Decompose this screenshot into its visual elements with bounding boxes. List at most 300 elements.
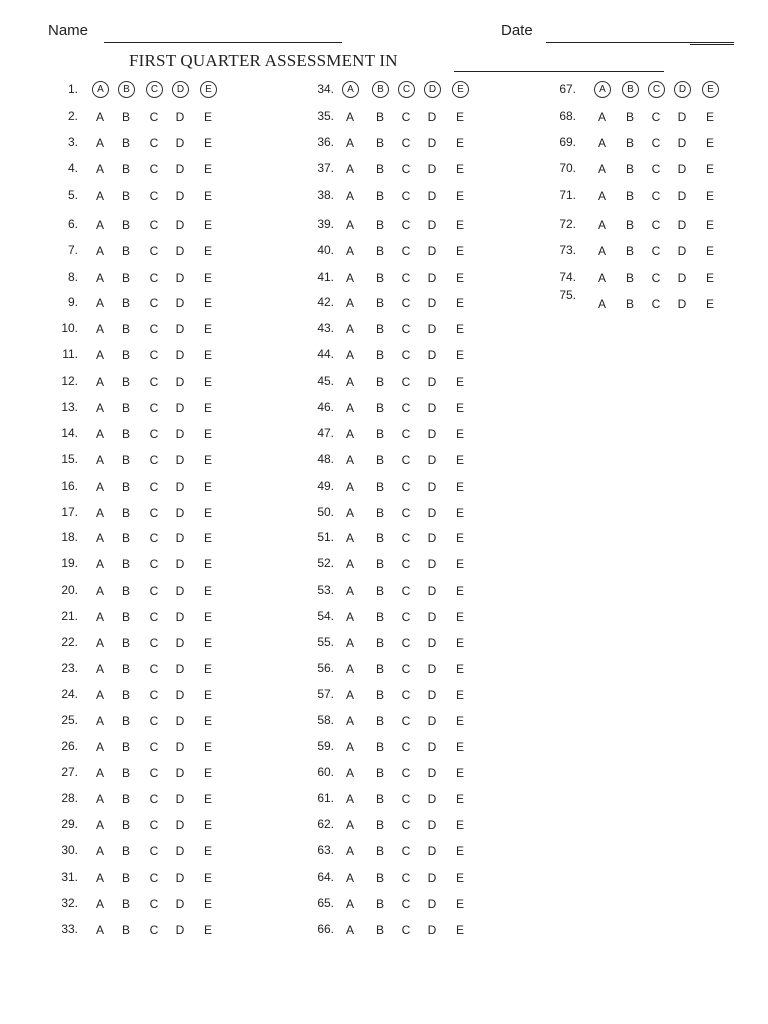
answer-bubble-a[interactable]: A bbox=[345, 740, 354, 754]
answer-bubble-e[interactable]: E bbox=[203, 636, 212, 650]
answer-bubble-a[interactable]: A bbox=[95, 923, 104, 937]
answer-bubble-e[interactable]: E bbox=[203, 714, 212, 728]
answer-bubble-b[interactable]: B bbox=[625, 189, 634, 203]
answer-bubble-b[interactable]: B bbox=[625, 297, 634, 311]
answer-bubble-e[interactable]: E bbox=[203, 110, 212, 124]
answer-bubble-d[interactable]: D bbox=[677, 136, 687, 150]
answer-bubble-a[interactable]: A bbox=[95, 480, 104, 494]
answer-bubble-e[interactable]: E bbox=[455, 296, 464, 310]
answer-bubble-b[interactable]: B bbox=[121, 322, 130, 336]
answer-bubble-b[interactable]: B bbox=[625, 218, 634, 232]
answer-bubble-c[interactable]: C bbox=[401, 844, 411, 858]
answer-bubble-d[interactable]: D bbox=[175, 818, 185, 832]
answer-bubble-d[interactable]: D bbox=[427, 348, 437, 362]
answer-bubble-a[interactable]: A bbox=[95, 636, 104, 650]
answer-bubble-d[interactable]: D bbox=[427, 792, 437, 806]
answer-bubble-d[interactable]: D bbox=[427, 923, 437, 937]
answer-bubble-c[interactable]: C bbox=[401, 480, 411, 494]
answer-bubble-b[interactable]: B bbox=[375, 162, 384, 176]
answer-bubble-c[interactable]: C bbox=[149, 636, 159, 650]
answer-bubble-c[interactable]: C bbox=[401, 636, 411, 650]
answer-bubble-d[interactable]: D bbox=[427, 322, 437, 336]
answer-bubble-e[interactable]: E bbox=[455, 557, 464, 571]
answer-bubble-c[interactable]: C bbox=[401, 322, 411, 336]
answer-bubble-d[interactable]: D bbox=[427, 453, 437, 467]
answer-bubble-a[interactable]: A bbox=[345, 818, 354, 832]
answer-bubble-e[interactable]: E bbox=[455, 375, 464, 389]
answer-bubble-b[interactable]: B bbox=[121, 792, 130, 806]
answer-bubble-c[interactable]: C bbox=[146, 81, 163, 98]
answer-bubble-c[interactable]: C bbox=[401, 897, 411, 911]
answer-bubble-e[interactable]: E bbox=[455, 818, 464, 832]
answer-bubble-b[interactable]: B bbox=[121, 818, 130, 832]
answer-bubble-a[interactable]: A bbox=[345, 162, 354, 176]
answer-bubble-a[interactable]: A bbox=[95, 453, 104, 467]
answer-bubble-b[interactable]: B bbox=[375, 662, 384, 676]
answer-bubble-d[interactable]: D bbox=[427, 766, 437, 780]
answer-bubble-a[interactable]: A bbox=[597, 271, 606, 285]
answer-bubble-c[interactable]: C bbox=[401, 740, 411, 754]
answer-bubble-c[interactable]: C bbox=[149, 844, 159, 858]
answer-bubble-d[interactable]: D bbox=[175, 766, 185, 780]
answer-bubble-c[interactable]: C bbox=[149, 897, 159, 911]
answer-bubble-b[interactable]: B bbox=[121, 296, 130, 310]
answer-bubble-c[interactable]: C bbox=[401, 688, 411, 702]
answer-bubble-e[interactable]: E bbox=[203, 766, 212, 780]
answer-bubble-a[interactable]: A bbox=[95, 162, 104, 176]
answer-bubble-c[interactable]: C bbox=[149, 871, 159, 885]
answer-bubble-e[interactable]: E bbox=[203, 584, 212, 598]
answer-bubble-b[interactable]: B bbox=[375, 688, 384, 702]
answer-bubble-e[interactable]: E bbox=[203, 218, 212, 232]
answer-bubble-b[interactable]: B bbox=[625, 244, 634, 258]
answer-bubble-b[interactable]: B bbox=[375, 427, 384, 441]
answer-bubble-a[interactable]: A bbox=[345, 871, 354, 885]
answer-bubble-c[interactable]: C bbox=[401, 296, 411, 310]
answer-bubble-b[interactable]: B bbox=[121, 766, 130, 780]
answer-bubble-b[interactable]: B bbox=[375, 714, 384, 728]
answer-bubble-e[interactable]: E bbox=[455, 792, 464, 806]
answer-bubble-e[interactable]: E bbox=[203, 348, 212, 362]
answer-bubble-c[interactable]: C bbox=[149, 688, 159, 702]
answer-bubble-c[interactable]: C bbox=[651, 136, 661, 150]
answer-bubble-b[interactable]: B bbox=[375, 792, 384, 806]
answer-bubble-a[interactable]: A bbox=[345, 844, 354, 858]
answer-bubble-e[interactable]: E bbox=[203, 453, 212, 467]
answer-bubble-b[interactable]: B bbox=[375, 296, 384, 310]
answer-bubble-a[interactable]: A bbox=[92, 81, 109, 98]
answer-bubble-a[interactable]: A bbox=[95, 271, 104, 285]
answer-bubble-b[interactable]: B bbox=[121, 688, 130, 702]
answer-bubble-c[interactable]: C bbox=[648, 81, 665, 98]
answer-bubble-a[interactable]: A bbox=[345, 189, 354, 203]
answer-bubble-b[interactable]: B bbox=[375, 584, 384, 598]
answer-bubble-b[interactable]: B bbox=[375, 271, 384, 285]
answer-bubble-a[interactable]: A bbox=[345, 714, 354, 728]
answer-bubble-e[interactable]: E bbox=[455, 110, 464, 124]
answer-bubble-e[interactable]: E bbox=[455, 610, 464, 624]
answer-bubble-a[interactable]: A bbox=[95, 296, 104, 310]
answer-bubble-e[interactable]: E bbox=[203, 688, 212, 702]
answer-bubble-a[interactable]: A bbox=[597, 189, 606, 203]
answer-bubble-a[interactable]: A bbox=[345, 923, 354, 937]
answer-bubble-c[interactable]: C bbox=[149, 792, 159, 806]
answer-bubble-c[interactable]: C bbox=[149, 480, 159, 494]
answer-bubble-e[interactable]: E bbox=[203, 162, 212, 176]
answer-bubble-a[interactable]: A bbox=[95, 766, 104, 780]
answer-bubble-e[interactable]: E bbox=[705, 218, 714, 232]
answer-bubble-e[interactable]: E bbox=[705, 189, 714, 203]
answer-bubble-a[interactable]: A bbox=[597, 218, 606, 232]
answer-bubble-e[interactable]: E bbox=[455, 897, 464, 911]
answer-bubble-d[interactable]: D bbox=[427, 271, 437, 285]
answer-bubble-e[interactable]: E bbox=[455, 844, 464, 858]
answer-bubble-d[interactable]: D bbox=[427, 244, 437, 258]
answer-bubble-e[interactable]: E bbox=[455, 271, 464, 285]
answer-bubble-d[interactable]: D bbox=[427, 688, 437, 702]
answer-bubble-a[interactable]: A bbox=[95, 792, 104, 806]
answer-bubble-c[interactable]: C bbox=[149, 557, 159, 571]
answer-bubble-c[interactable]: C bbox=[149, 162, 159, 176]
answer-bubble-c[interactable]: C bbox=[651, 297, 661, 311]
answer-bubble-b[interactable]: B bbox=[375, 610, 384, 624]
answer-bubble-c[interactable]: C bbox=[401, 271, 411, 285]
answer-bubble-a[interactable]: A bbox=[95, 244, 104, 258]
answer-bubble-c[interactable]: C bbox=[401, 531, 411, 545]
answer-bubble-e[interactable]: E bbox=[203, 557, 212, 571]
answer-bubble-c[interactable]: C bbox=[401, 610, 411, 624]
answer-bubble-a[interactable]: A bbox=[95, 844, 104, 858]
answer-bubble-a[interactable]: A bbox=[345, 296, 354, 310]
answer-bubble-d[interactable]: D bbox=[427, 375, 437, 389]
answer-bubble-b[interactable]: B bbox=[121, 110, 130, 124]
answer-bubble-c[interactable]: C bbox=[401, 375, 411, 389]
answer-bubble-e[interactable]: E bbox=[455, 322, 464, 336]
answer-bubble-d[interactable]: D bbox=[175, 162, 185, 176]
answer-bubble-c[interactable]: C bbox=[651, 110, 661, 124]
answer-bubble-e[interactable]: E bbox=[203, 322, 212, 336]
answer-bubble-a[interactable]: A bbox=[95, 688, 104, 702]
answer-bubble-a[interactable]: A bbox=[95, 818, 104, 832]
answer-bubble-d[interactable]: D bbox=[427, 714, 437, 728]
answer-bubble-e[interactable]: E bbox=[455, 348, 464, 362]
answer-bubble-e[interactable]: E bbox=[203, 427, 212, 441]
answer-bubble-c[interactable]: C bbox=[401, 189, 411, 203]
answer-bubble-e[interactable]: E bbox=[455, 636, 464, 650]
subject-field-line[interactable] bbox=[454, 71, 664, 72]
answer-bubble-e[interactable]: E bbox=[455, 531, 464, 545]
answer-bubble-e[interactable]: E bbox=[203, 740, 212, 754]
answer-bubble-a[interactable]: A bbox=[597, 110, 606, 124]
answer-bubble-d[interactable]: D bbox=[175, 844, 185, 858]
answer-bubble-c[interactable]: C bbox=[401, 401, 411, 415]
answer-bubble-d[interactable]: D bbox=[427, 584, 437, 598]
answer-bubble-d[interactable]: D bbox=[427, 818, 437, 832]
answer-bubble-b[interactable]: B bbox=[625, 136, 634, 150]
answer-bubble-d[interactable]: D bbox=[175, 136, 185, 150]
answer-bubble-e[interactable]: E bbox=[203, 296, 212, 310]
answer-bubble-c[interactable]: C bbox=[149, 244, 159, 258]
answer-bubble-e[interactable]: E bbox=[455, 401, 464, 415]
answer-bubble-a[interactable]: A bbox=[95, 714, 104, 728]
answer-bubble-e[interactable]: E bbox=[203, 244, 212, 258]
answer-bubble-e[interactable]: E bbox=[203, 818, 212, 832]
answer-bubble-b[interactable]: B bbox=[121, 610, 130, 624]
answer-bubble-b[interactable]: B bbox=[121, 348, 130, 362]
answer-bubble-c[interactable]: C bbox=[401, 766, 411, 780]
answer-bubble-e[interactable]: E bbox=[455, 427, 464, 441]
answer-bubble-e[interactable]: E bbox=[200, 81, 217, 98]
answer-bubble-c[interactable]: C bbox=[149, 322, 159, 336]
answer-bubble-e[interactable]: E bbox=[203, 506, 212, 520]
answer-bubble-c[interactable]: C bbox=[149, 348, 159, 362]
answer-bubble-a[interactable]: A bbox=[95, 584, 104, 598]
answer-bubble-b[interactable]: B bbox=[121, 189, 130, 203]
answer-bubble-c[interactable]: C bbox=[401, 871, 411, 885]
answer-bubble-c[interactable]: C bbox=[149, 271, 159, 285]
answer-bubble-c[interactable]: C bbox=[149, 714, 159, 728]
answer-bubble-d[interactable]: D bbox=[427, 662, 437, 676]
answer-bubble-b[interactable]: B bbox=[121, 218, 130, 232]
answer-bubble-d[interactable]: D bbox=[175, 271, 185, 285]
answer-bubble-b[interactable]: B bbox=[121, 244, 130, 258]
answer-bubble-d[interactable]: D bbox=[175, 792, 185, 806]
answer-bubble-d[interactable]: D bbox=[175, 189, 185, 203]
answer-bubble-b[interactable]: B bbox=[375, 818, 384, 832]
answer-bubble-a[interactable]: A bbox=[95, 322, 104, 336]
answer-bubble-c[interactable]: C bbox=[401, 792, 411, 806]
answer-bubble-b[interactable]: B bbox=[121, 401, 130, 415]
answer-bubble-e[interactable]: E bbox=[455, 584, 464, 598]
answer-bubble-e[interactable]: E bbox=[455, 506, 464, 520]
answer-bubble-c[interactable]: C bbox=[401, 453, 411, 467]
answer-bubble-c[interactable]: C bbox=[401, 584, 411, 598]
answer-bubble-b[interactable]: B bbox=[375, 218, 384, 232]
answer-bubble-c[interactable]: C bbox=[149, 506, 159, 520]
answer-bubble-c[interactable]: C bbox=[401, 557, 411, 571]
answer-bubble-a[interactable]: A bbox=[95, 136, 104, 150]
answer-bubble-e[interactable]: E bbox=[455, 162, 464, 176]
answer-bubble-b[interactable]: B bbox=[375, 348, 384, 362]
answer-bubble-a[interactable]: A bbox=[345, 453, 354, 467]
answer-bubble-d[interactable]: D bbox=[427, 480, 437, 494]
answer-bubble-c[interactable]: C bbox=[149, 766, 159, 780]
answer-bubble-e[interactable]: E bbox=[203, 531, 212, 545]
answer-bubble-a[interactable]: A bbox=[345, 218, 354, 232]
answer-bubble-c[interactable]: C bbox=[398, 81, 415, 98]
answer-bubble-b[interactable]: B bbox=[121, 271, 130, 285]
answer-bubble-a[interactable]: A bbox=[597, 297, 606, 311]
answer-bubble-a[interactable]: A bbox=[345, 766, 354, 780]
answer-bubble-e[interactable]: E bbox=[203, 401, 212, 415]
answer-bubble-b[interactable]: B bbox=[121, 506, 130, 520]
answer-bubble-b[interactable]: B bbox=[375, 480, 384, 494]
answer-bubble-b[interactable]: B bbox=[375, 401, 384, 415]
answer-bubble-a[interactable]: A bbox=[345, 662, 354, 676]
answer-bubble-d[interactable]: D bbox=[677, 244, 687, 258]
answer-bubble-b[interactable]: B bbox=[121, 740, 130, 754]
answer-bubble-a[interactable]: A bbox=[597, 136, 606, 150]
answer-bubble-c[interactable]: C bbox=[401, 662, 411, 676]
answer-bubble-b[interactable]: B bbox=[625, 110, 634, 124]
answer-bubble-d[interactable]: D bbox=[175, 871, 185, 885]
answer-bubble-b[interactable]: B bbox=[121, 531, 130, 545]
answer-bubble-c[interactable]: C bbox=[651, 189, 661, 203]
answer-bubble-d[interactable]: D bbox=[427, 636, 437, 650]
answer-bubble-b[interactable]: B bbox=[375, 375, 384, 389]
answer-bubble-d[interactable]: D bbox=[175, 296, 185, 310]
answer-bubble-b[interactable]: B bbox=[625, 162, 634, 176]
answer-bubble-b[interactable]: B bbox=[375, 740, 384, 754]
answer-bubble-d[interactable]: D bbox=[175, 688, 185, 702]
answer-bubble-e[interactable]: E bbox=[203, 844, 212, 858]
answer-bubble-d[interactable]: D bbox=[175, 110, 185, 124]
answer-bubble-d[interactable]: D bbox=[175, 584, 185, 598]
answer-bubble-a[interactable]: A bbox=[95, 662, 104, 676]
answer-bubble-d[interactable]: D bbox=[172, 81, 189, 98]
answer-bubble-c[interactable]: C bbox=[401, 506, 411, 520]
name-field-line[interactable] bbox=[104, 42, 342, 43]
answer-bubble-b[interactable]: B bbox=[375, 244, 384, 258]
answer-bubble-b[interactable]: B bbox=[375, 110, 384, 124]
answer-bubble-e[interactable]: E bbox=[705, 136, 714, 150]
answer-bubble-a[interactable]: A bbox=[95, 610, 104, 624]
answer-bubble-b[interactable]: B bbox=[121, 871, 130, 885]
answer-bubble-b[interactable]: B bbox=[121, 136, 130, 150]
answer-bubble-b[interactable]: B bbox=[375, 136, 384, 150]
answer-bubble-a[interactable]: A bbox=[594, 81, 611, 98]
answer-bubble-e[interactable]: E bbox=[455, 136, 464, 150]
answer-bubble-d[interactable]: D bbox=[427, 531, 437, 545]
answer-bubble-d[interactable]: D bbox=[674, 81, 691, 98]
answer-bubble-d[interactable]: D bbox=[175, 427, 185, 441]
answer-bubble-c[interactable]: C bbox=[149, 296, 159, 310]
answer-bubble-e[interactable]: E bbox=[203, 897, 212, 911]
answer-bubble-c[interactable]: C bbox=[651, 244, 661, 258]
answer-bubble-e[interactable]: E bbox=[203, 871, 212, 885]
answer-bubble-e[interactable]: E bbox=[455, 189, 464, 203]
answer-bubble-d[interactable]: D bbox=[175, 897, 185, 911]
answer-bubble-a[interactable]: A bbox=[95, 218, 104, 232]
answer-bubble-c[interactable]: C bbox=[401, 136, 411, 150]
answer-bubble-c[interactable]: C bbox=[401, 923, 411, 937]
answer-bubble-b[interactable]: B bbox=[121, 375, 130, 389]
answer-bubble-a[interactable]: A bbox=[345, 136, 354, 150]
answer-bubble-b[interactable]: B bbox=[375, 636, 384, 650]
answer-bubble-e[interactable]: E bbox=[203, 480, 212, 494]
answer-bubble-c[interactable]: C bbox=[149, 136, 159, 150]
answer-bubble-a[interactable]: A bbox=[345, 610, 354, 624]
answer-bubble-c[interactable]: C bbox=[401, 218, 411, 232]
answer-bubble-e[interactable]: E bbox=[203, 792, 212, 806]
answer-bubble-e[interactable]: E bbox=[455, 688, 464, 702]
answer-bubble-c[interactable]: C bbox=[149, 923, 159, 937]
answer-bubble-a[interactable]: A bbox=[95, 110, 104, 124]
answer-bubble-d[interactable]: D bbox=[175, 740, 185, 754]
answer-bubble-e[interactable]: E bbox=[203, 189, 212, 203]
answer-bubble-a[interactable]: A bbox=[345, 375, 354, 389]
answer-bubble-e[interactable]: E bbox=[203, 375, 212, 389]
answer-bubble-d[interactable]: D bbox=[424, 81, 441, 98]
answer-bubble-d[interactable]: D bbox=[427, 162, 437, 176]
answer-bubble-d[interactable]: D bbox=[427, 296, 437, 310]
answer-bubble-a[interactable]: A bbox=[345, 897, 354, 911]
answer-bubble-c[interactable]: C bbox=[651, 162, 661, 176]
answer-bubble-d[interactable]: D bbox=[427, 506, 437, 520]
answer-bubble-a[interactable]: A bbox=[95, 531, 104, 545]
answer-bubble-e[interactable]: E bbox=[702, 81, 719, 98]
answer-bubble-c[interactable]: C bbox=[149, 610, 159, 624]
answer-bubble-c[interactable]: C bbox=[651, 218, 661, 232]
answer-bubble-a[interactable]: A bbox=[345, 271, 354, 285]
answer-bubble-a[interactable]: A bbox=[345, 531, 354, 545]
answer-bubble-e[interactable]: E bbox=[455, 766, 464, 780]
answer-bubble-e[interactable]: E bbox=[455, 244, 464, 258]
answer-bubble-e[interactable]: E bbox=[455, 453, 464, 467]
answer-bubble-b[interactable]: B bbox=[375, 506, 384, 520]
answer-bubble-c[interactable]: C bbox=[401, 427, 411, 441]
answer-bubble-b[interactable]: B bbox=[121, 897, 130, 911]
answer-bubble-b[interactable]: B bbox=[121, 662, 130, 676]
answer-bubble-d[interactable]: D bbox=[175, 401, 185, 415]
answer-bubble-b[interactable]: B bbox=[121, 636, 130, 650]
answer-bubble-a[interactable]: A bbox=[95, 375, 104, 389]
answer-bubble-a[interactable]: A bbox=[345, 401, 354, 415]
answer-bubble-d[interactable]: D bbox=[175, 714, 185, 728]
answer-bubble-c[interactable]: C bbox=[401, 714, 411, 728]
answer-bubble-a[interactable]: A bbox=[345, 480, 354, 494]
answer-bubble-e[interactable]: E bbox=[455, 662, 464, 676]
answer-bubble-d[interactable]: D bbox=[175, 662, 185, 676]
date-field-line[interactable] bbox=[546, 42, 734, 43]
answer-bubble-d[interactable]: D bbox=[175, 923, 185, 937]
answer-bubble-d[interactable]: D bbox=[175, 375, 185, 389]
answer-bubble-b[interactable]: B bbox=[375, 531, 384, 545]
answer-bubble-a[interactable]: A bbox=[345, 688, 354, 702]
answer-bubble-b[interactable]: B bbox=[375, 871, 384, 885]
answer-bubble-d[interactable]: D bbox=[677, 110, 687, 124]
answer-bubble-c[interactable]: C bbox=[149, 110, 159, 124]
answer-bubble-e[interactable]: E bbox=[705, 271, 714, 285]
answer-bubble-a[interactable]: A bbox=[345, 348, 354, 362]
answer-bubble-d[interactable]: D bbox=[175, 244, 185, 258]
answer-bubble-d[interactable]: D bbox=[677, 162, 687, 176]
answer-bubble-a[interactable]: A bbox=[597, 162, 606, 176]
answer-bubble-e[interactable]: E bbox=[203, 610, 212, 624]
answer-bubble-c[interactable]: C bbox=[149, 818, 159, 832]
answer-bubble-e[interactable]: E bbox=[455, 714, 464, 728]
answer-bubble-b[interactable]: B bbox=[622, 81, 639, 98]
answer-bubble-d[interactable]: D bbox=[427, 136, 437, 150]
answer-bubble-e[interactable]: E bbox=[452, 81, 469, 98]
answer-bubble-d[interactable]: D bbox=[175, 531, 185, 545]
answer-bubble-a[interactable]: A bbox=[345, 244, 354, 258]
answer-bubble-b[interactable]: B bbox=[375, 557, 384, 571]
answer-bubble-b[interactable]: B bbox=[375, 923, 384, 937]
answer-bubble-c[interactable]: C bbox=[401, 162, 411, 176]
answer-bubble-e[interactable]: E bbox=[203, 271, 212, 285]
answer-bubble-c[interactable]: C bbox=[401, 818, 411, 832]
answer-bubble-e[interactable]: E bbox=[455, 740, 464, 754]
answer-bubble-d[interactable]: D bbox=[175, 636, 185, 650]
answer-bubble-b[interactable]: B bbox=[375, 322, 384, 336]
answer-bubble-d[interactable]: D bbox=[175, 506, 185, 520]
answer-bubble-d[interactable]: D bbox=[427, 401, 437, 415]
answer-bubble-a[interactable]: A bbox=[345, 636, 354, 650]
answer-bubble-b[interactable]: B bbox=[121, 453, 130, 467]
answer-bubble-a[interactable]: A bbox=[345, 506, 354, 520]
answer-bubble-c[interactable]: C bbox=[149, 584, 159, 598]
